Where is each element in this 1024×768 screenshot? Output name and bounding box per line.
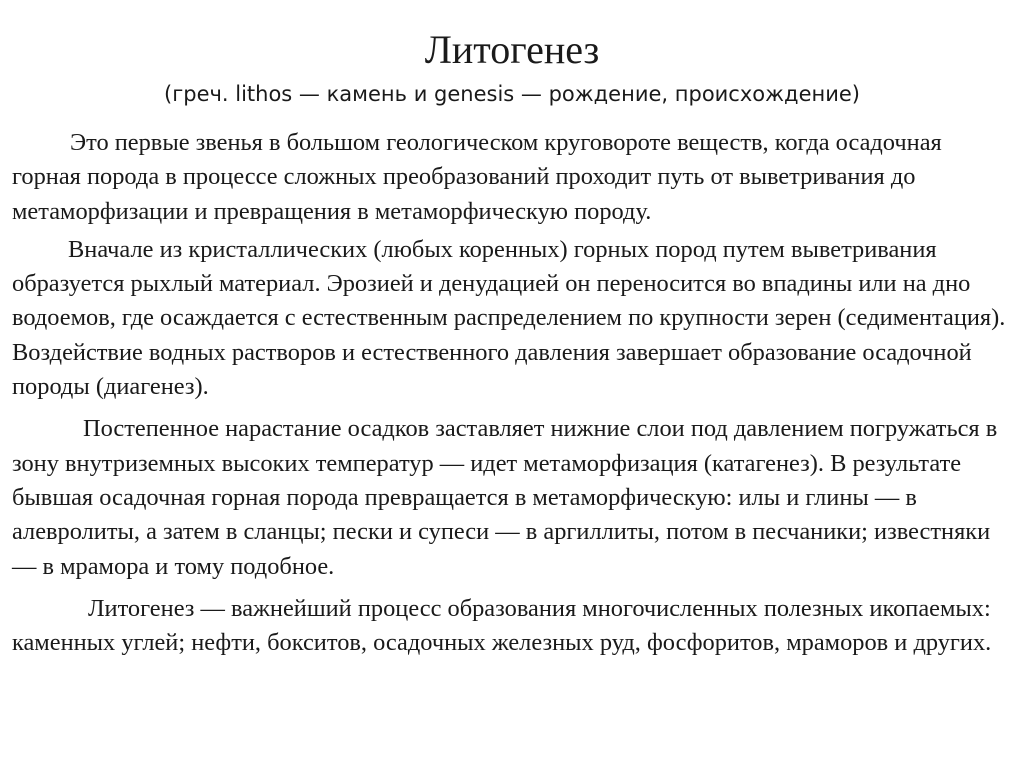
slide-subtitle: (греч. lithos — камень и genesis — рождение, происхождение) [164, 82, 860, 106]
slide-title: Литогенез [424, 27, 600, 72]
paragraph-1: Это первые звенья в большом геологическом круговороте веществ, когда осадочная горная порода в процессе сложных преобразований проходит путь от выветривания до метаморфизации и превращения в метаморфическую породу. [12, 129, 942, 225]
paragraph-4: Литогенез — важнейший процесс образования многочисленных полезных икопаемых: каменных углей; нефти, бокситов, осадочных железных руд, фосфоритов, мраморов и других. [12, 594, 992, 657]
paragraph-2: Вначале из кристаллических (любых коренных) горных пород путем выветривания образуется рыхлый материал. Эрозией и денудацией он переносится во впадины или на дно водоемов, где осаждается с естественным распределением по крупности зерен (седиментация). Воздействие водных растворов и естественного давления завершает образование осадочной породы (диагенез). [12, 235, 1006, 401]
slide-body [12, 126, 1012, 660]
paragraph-3: Постепенное нарастание осадков заставляет нижние слои под давлением погружаться в зону внутриземных высоких температур — идет метаморфизация (катагенез). В результате бывшая осадочная горная порода превращается в метаморфическую: илы и глины — в алевролиты, а затем в сланцы; пески и супеси — в аргиллиты, потом в песчаники; известняки — в мрамора и тому подобное. [12, 415, 998, 580]
